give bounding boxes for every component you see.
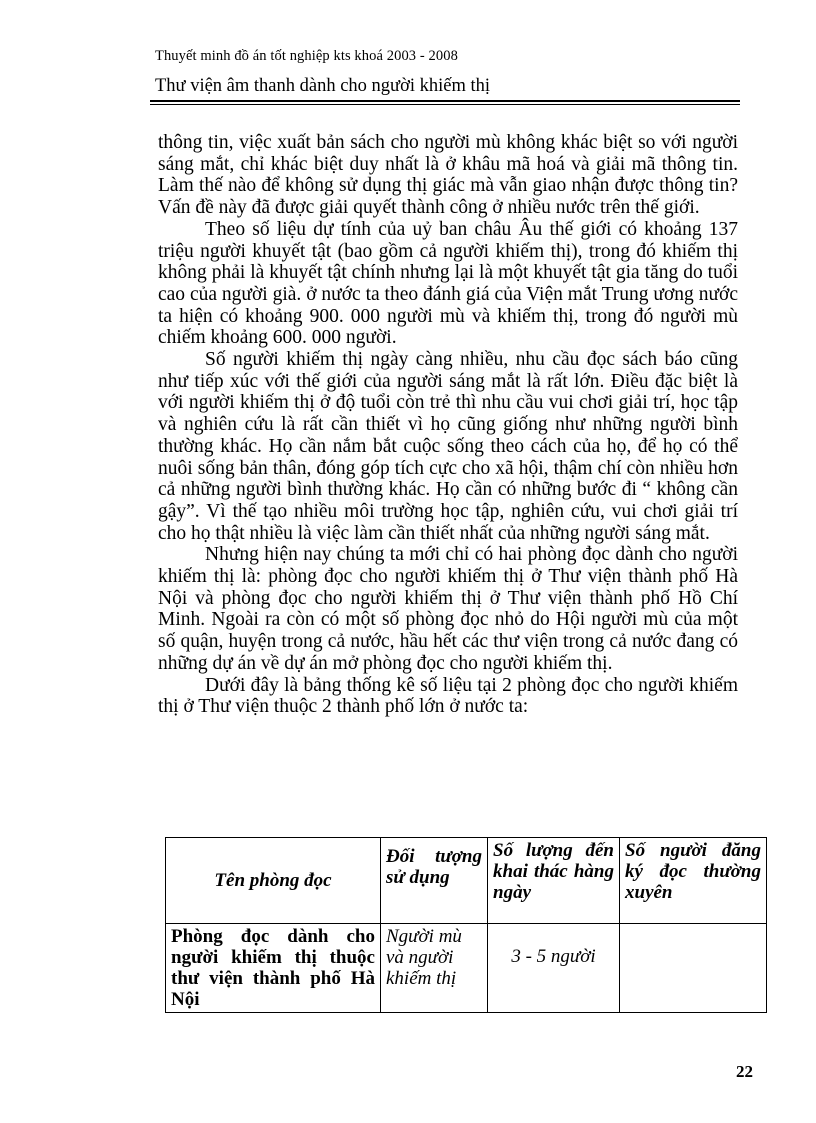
body-text (158, 132, 738, 718)
paragraph: thông tin, việc xuất bản sách cho người mù không khác biệt so với người sáng mắt, chỉ khác biệt duy nhất là ở khâu mã hoá và giải mã thông tin. Làm thế nào để không sử dụng thị giác mà vẫn giao nhận được thông tin? Vấn đề này đã được giải quyết thành công ở nhiều nước trên thế giới. (158, 132, 738, 219)
header-daily-count: Số lượng đến khai thác hàng ngày (488, 838, 620, 924)
cell-daily-count: 3 - 5 người (488, 924, 620, 1013)
header-rule-thick (150, 100, 740, 102)
cell-users: Người mù và người khiếm thị (381, 924, 488, 1013)
header-rule-thin (150, 104, 740, 105)
table-header-row (166, 838, 767, 924)
header-registered: Số người đăng ký đọc thường xuyên (620, 838, 767, 924)
paragraph: Theo số liệu dự tính của uỷ ban châu Âu thế giới có khoảng 137 triệu người khuyết tật (bao gồm cả người khiếm thị), trong đó khiếm thị không phải là khuyết tật chính nhưng lại là một khuyết tật gia tăng do tuổi cao của người già. ở nước ta theo đánh giá của Viện mắt Trung ương nước ta hiện có khoảng 900. 000 người mù và khiếm thị, trong đó người mù chiếm khoảng 600. 000 người. (158, 218, 738, 349)
running-header-thesis: Thuyết minh đồ án tốt nghiệp kts khoá 2003 - 2008 (155, 48, 458, 64)
cell-registered (620, 924, 767, 1013)
running-header-title: Thư viện âm thanh dành cho người khiếm thị (155, 76, 491, 96)
paragraph: Số người khiếm thị ngày càng nhiều, nhu cầu đọc sách báo cũng như tiếp xúc với thế giới của người sáng mắt là rất lớn. Điều đặc biệt là với người khiếm thị ở độ tuổi còn trẻ thì nhu cầu vui chơi giải trí, học tập và nghiên cứu là rất cần thiết vì họ cũng giống như những người bình thường khác. Họ cần nắm bắt cuộc sống theo cách của họ, để họ có thể nuôi sống bản thân, đóng góp tích cực cho xã hội, thậm chí còn nhiều hơn cả những người bình thường khác. Họ cần có những bước đi “ không cần gậy”. Vì thế tạo nhiều môi trường học tập, nghiên cứu, vui chơi giải trí cho họ thật nhiều là việc làm cần thiết nhất của những người sáng mắt. (158, 349, 738, 544)
paragraph: Nhưng hiện nay chúng ta mới chỉ có hai phòng đọc dành cho người khiếm thị là: phòng đọc cho người khiếm thị ở Thư viện thành phố Hà Nội và phòng đọc cho người khiếm thị ở Thư viện thành phố Hồ Chí Minh. Ngoài ra còn có một số phòng đọc nhỏ do Hội người mù của một số quận, huyện trong cả nước, hầu hết các thư viện trong cả nước đang có những dự án về dự án mở phòng đọc cho người khiếm thị. (158, 544, 738, 674)
cell-room-name: Phòng đọc dành cho người khiếm thị thuộc thư viện thành phố Hà Nội (166, 924, 381, 1013)
page-number: 22 (736, 1062, 753, 1081)
header-room-name: Tên phòng đọc (166, 838, 381, 924)
table-row (166, 924, 767, 1013)
header-users: Đối tượng sử dụng (381, 838, 488, 924)
paragraph: Dưới đây là bảng thống kê số liệu tại 2 phòng đọc cho người khiếm thị ở Thư viện thuộc 2 thành phố lớn ở nước ta: (158, 674, 738, 718)
reading-room-stats-table (165, 837, 767, 1013)
